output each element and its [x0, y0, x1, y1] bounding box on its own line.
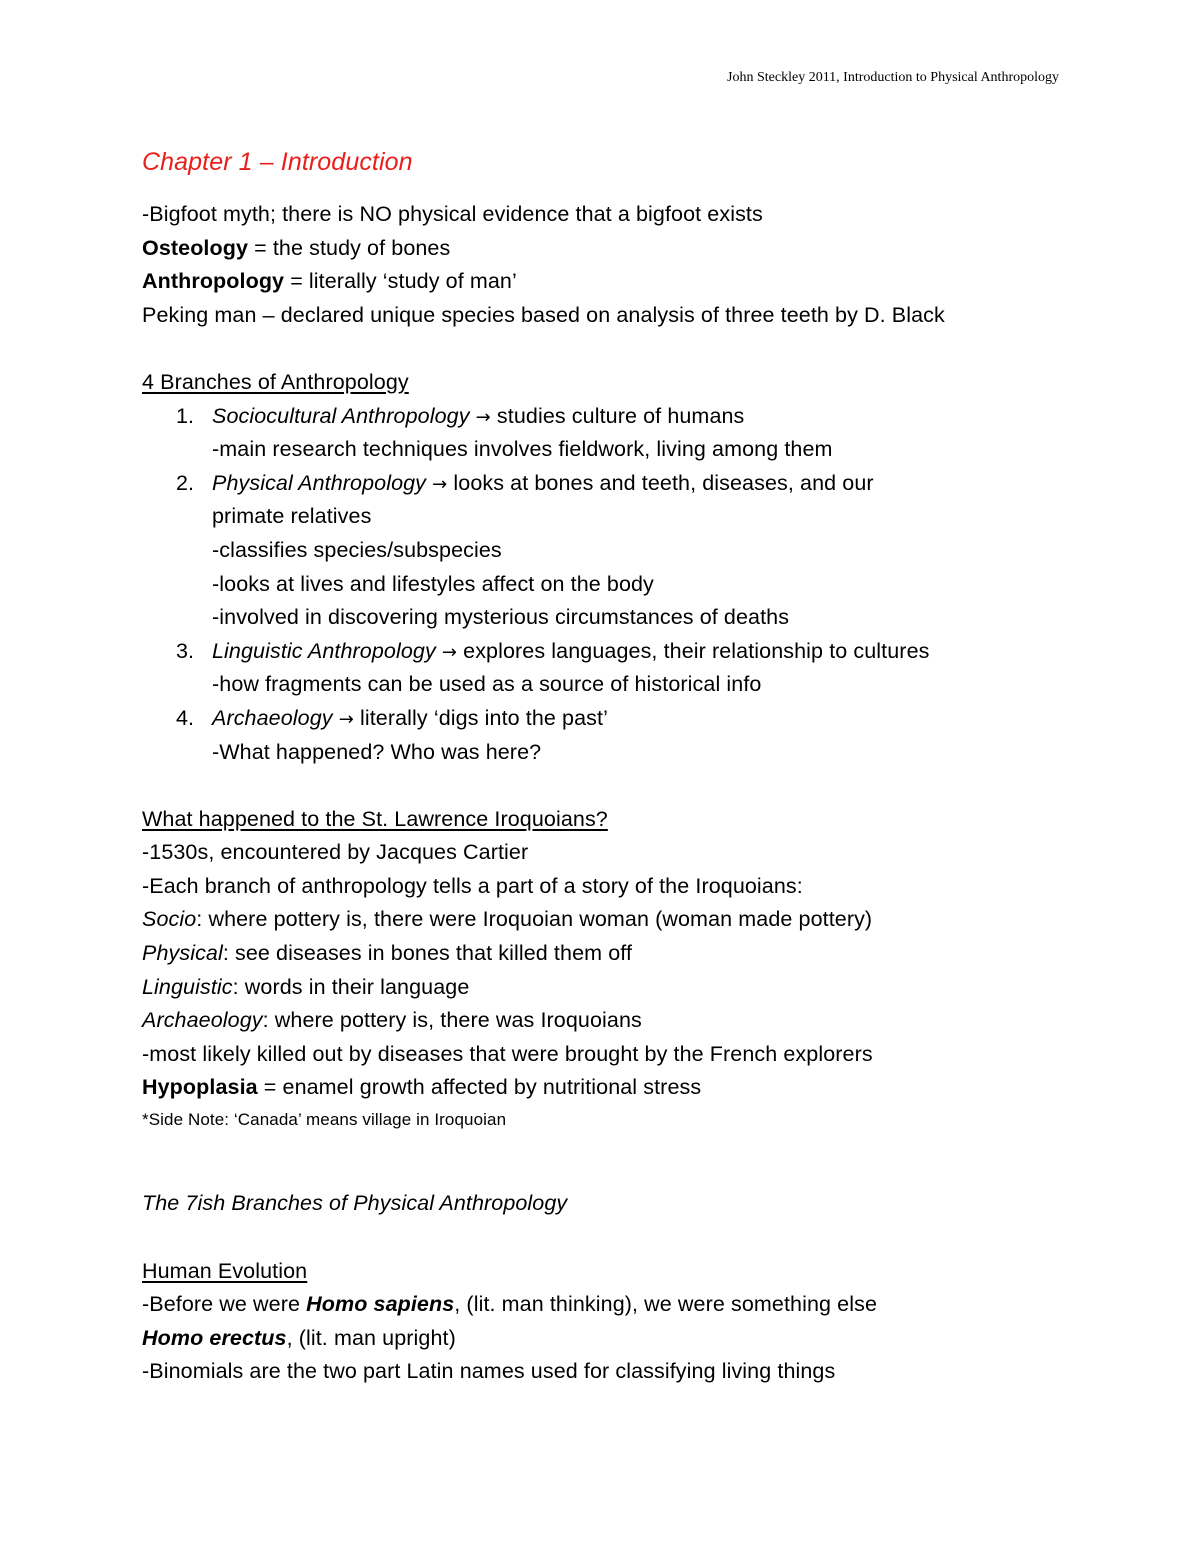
- arrow-icon: →: [441, 641, 458, 663]
- bigfoot-line: -Bigfoot myth; there is NO physical evidence that a bigfoot exists: [142, 202, 763, 226]
- branch-name: Archaeology: [212, 705, 333, 730]
- page-header: John Steckley 2011, Introduction to Physical Anthropology: [727, 70, 1059, 85]
- arrow-icon: →: [475, 406, 491, 428]
- hypoplasia-line: Hypoplasia = enamel growth affected by nutritional stress: [142, 1075, 702, 1100]
- anthropology-def: = literally ‘study of man’: [284, 269, 517, 294]
- arrow-icon: →: [338, 708, 354, 730]
- branch-detail: -What happened? Who was here?: [212, 739, 542, 764]
- osteology-def: = the study of bones: [248, 235, 451, 260]
- arrow-icon: →: [432, 473, 448, 495]
- iroquoians-heading: What happened to the St. Lawrence Iroquoians?: [142, 806, 608, 831]
- list-item: 3. Linguistic Anthropology → explores languages, their relationship to cultures -how fragments can be used as a source of historical info: [142, 635, 1072, 702]
- linguistic-line: Linguistic: words in their language: [142, 974, 470, 999]
- list-item: 1. Sociocultural Anthropology → studies culture of humans -main research techniques involves fieldwork, living among them: [142, 400, 1072, 467]
- physical-line: Physical: see diseases in bones that killed them off: [142, 941, 633, 966]
- osteology-term: Osteology: [142, 235, 249, 260]
- branches-heading: 4 Branches of Anthropology: [142, 369, 409, 394]
- physical-branches-title: The 7ish Branches of Physical Anthropology: [142, 1191, 568, 1216]
- branch-detail: -main research techniques involves fieldwork, living among them: [212, 437, 833, 462]
- branch-detail: -classifies species/subspecies: [212, 537, 502, 562]
- anthropology-line: [142, 265, 1072, 299]
- chapter-title: Chapter 1 – Introduction: [142, 148, 413, 176]
- archaeology-line: Archaeology: where pottery is, there was Iroquoians: [142, 1008, 642, 1033]
- side-note: *Side Note: ‘Canada’ means village in Iroquoian: [142, 1110, 507, 1130]
- branches-list: [142, 400, 1072, 770]
- homo-erectus-line: Homo erectus, (lit. man upright): [142, 1325, 456, 1350]
- homo-sapiens-line: -Before we were Homo sapiens, (lit. man thinking), we were something else: [142, 1292, 878, 1317]
- socio-line: Socio: where pottery is, there were Iroquoian woman (woman made pottery): [142, 907, 873, 932]
- diseases-line: -most likely killed out by diseases that were brought by the French explorers: [142, 1041, 873, 1066]
- binomials-line: -Binomials are the two part Latin names used for classifying living things: [142, 1359, 836, 1384]
- branch-name: Physical Anthropology: [212, 470, 427, 495]
- branch-detail: -involved in discovering mysterious circumstances of deaths: [212, 605, 790, 630]
- document-body: [142, 140, 1072, 1389]
- branches-story-line: -Each branch of anthropology tells a part of a story of the Iroquoians:: [142, 873, 803, 898]
- branch-name: Sociocultural Anthropology: [212, 403, 470, 428]
- anthropology-term: Anthropology: [142, 269, 285, 294]
- cartier-line: -1530s, encountered by Jacques Cartier: [142, 840, 529, 865]
- peking-line: Peking man – declared unique species based on analysis of three teeth by D. Black: [142, 302, 945, 327]
- human-evolution-heading: Human Evolution: [142, 1258, 308, 1283]
- branch-detail: -looks at lives and lifestyles affect on the body: [212, 571, 654, 596]
- osteology-line: [142, 232, 1072, 266]
- list-item: 2. Physical Anthropology → looks at bones and teeth, diseases, and our primate relatives -classifies species/subspecies -looks at lives and lifestyles affect on the body -involved in discovering mysterious circumstances of deaths: [142, 467, 1072, 635]
- hypoplasia-term: Hypoplasia: [142, 1075, 258, 1100]
- branch-name: Linguistic Anthropology: [212, 638, 436, 663]
- list-item: 4. Archaeology → literally ‘digs into the past’ -What happened? Who was here?: [142, 702, 1072, 769]
- branch-detail: -how fragments can be used as a source of historical info: [212, 672, 762, 697]
